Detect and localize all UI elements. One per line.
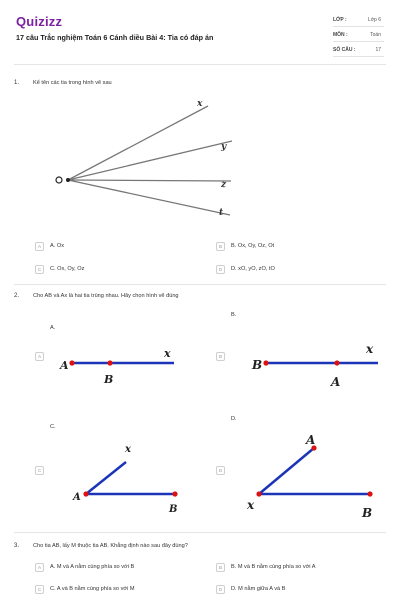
q2a-label-p1: A bbox=[60, 359, 69, 372]
page-title: 17 câu Trắc nghiệm Toán 6 Cánh diều Bài 4: Tia có đáp án bbox=[16, 33, 214, 42]
ray-label-z: z bbox=[221, 180, 227, 190]
q2-figure-c bbox=[72, 444, 178, 515]
q1-option-c[interactable]: C. Ox, Oy, Oz bbox=[50, 266, 85, 272]
subject-value: Toán bbox=[370, 32, 381, 38]
q1-option-a-marker[interactable]: A bbox=[35, 242, 44, 251]
q3-option-c-marker[interactable]: C bbox=[35, 585, 44, 594]
q2b-label-p1: B bbox=[252, 358, 263, 372]
q2d-label-p1: x bbox=[247, 498, 255, 512]
question-3-number: 3. bbox=[14, 543, 20, 549]
q2d-label-p2: B bbox=[362, 506, 373, 520]
q3-option-a[interactable]: A. M và A nằm cùng phía so với B bbox=[50, 564, 135, 570]
q2d-label-p3: A bbox=[306, 433, 316, 447]
q2-option-d-caption: D. bbox=[231, 416, 237, 422]
q1-option-b[interactable]: B. Ox, Oy, Oz, Ot bbox=[231, 243, 275, 249]
question-1-text: Kể tên các tia trong hình vẽ sau bbox=[33, 80, 112, 86]
q2b-label-p3: x bbox=[366, 342, 374, 356]
question-1-number: 1. bbox=[14, 80, 20, 86]
q3-option-a-marker[interactable]: A bbox=[35, 563, 44, 572]
q2-option-c-caption: C. bbox=[50, 424, 56, 430]
count-label: SỐ CÂU : bbox=[333, 47, 356, 53]
q2-option-b-marker[interactable]: B bbox=[216, 352, 225, 361]
q2c-label-p1: A bbox=[73, 492, 81, 503]
q2-figure-b bbox=[251, 342, 378, 389]
q2-option-a-caption: A. bbox=[50, 325, 56, 331]
count-value: 17 bbox=[375, 47, 381, 53]
question-2-number: 2. bbox=[14, 293, 20, 299]
q3-option-b-marker[interactable]: B bbox=[216, 563, 225, 572]
question-3-text: Cho tia AB, lấy M thuộc tia AB. Khẳng định nào sau đây đúng? bbox=[33, 543, 188, 549]
q2-figure-d bbox=[246, 433, 373, 520]
ray-label-y: y bbox=[221, 142, 227, 152]
q3-option-b[interactable]: B. M và B nằm cùng phía so với A bbox=[231, 564, 316, 570]
q3-option-d[interactable]: D. M nằm giữa A và B bbox=[231, 586, 286, 592]
q2a-label-p2: B bbox=[104, 373, 114, 386]
q3-option-d-marker[interactable]: D bbox=[216, 585, 225, 594]
q2c-label-p3: x bbox=[125, 444, 131, 455]
q2-option-a-marker[interactable]: A bbox=[35, 352, 44, 361]
class-value: Lớp 6 bbox=[367, 17, 381, 23]
q2a-label-p3: x bbox=[164, 347, 171, 360]
q1-option-d[interactable]: D. xO, yO, zO, tO bbox=[231, 266, 275, 272]
brand-logo: Quizizz bbox=[16, 14, 63, 29]
class-label: LỚP : bbox=[333, 17, 347, 23]
q2-option-d-marker[interactable]: D bbox=[216, 466, 225, 475]
q2-figure-a bbox=[59, 347, 174, 386]
q2-option-c-marker[interactable]: C bbox=[35, 466, 44, 475]
subject-label: MÔN : bbox=[333, 32, 348, 38]
question-2-text: Cho AB và Ax là hai tia trùng nhau. Hãy chọn hình vẽ đúng bbox=[33, 293, 179, 299]
question-divider bbox=[14, 532, 386, 533]
q3-option-c[interactable]: C. A và B nằm cùng phía so với M bbox=[50, 586, 135, 592]
ray-label-x: x bbox=[197, 99, 203, 109]
q1-option-c-marker[interactable]: C bbox=[35, 265, 44, 274]
q2b-label-p2: A bbox=[331, 375, 341, 389]
ray-label-t: t bbox=[219, 208, 224, 218]
q1-option-d-marker[interactable]: D bbox=[216, 265, 225, 274]
q1-option-b-marker[interactable]: B bbox=[216, 242, 225, 251]
q2-option-b-caption: B. bbox=[231, 312, 237, 318]
q1-option-a[interactable]: A. Ox bbox=[50, 243, 64, 249]
q2c-label-p2: B bbox=[169, 504, 178, 515]
